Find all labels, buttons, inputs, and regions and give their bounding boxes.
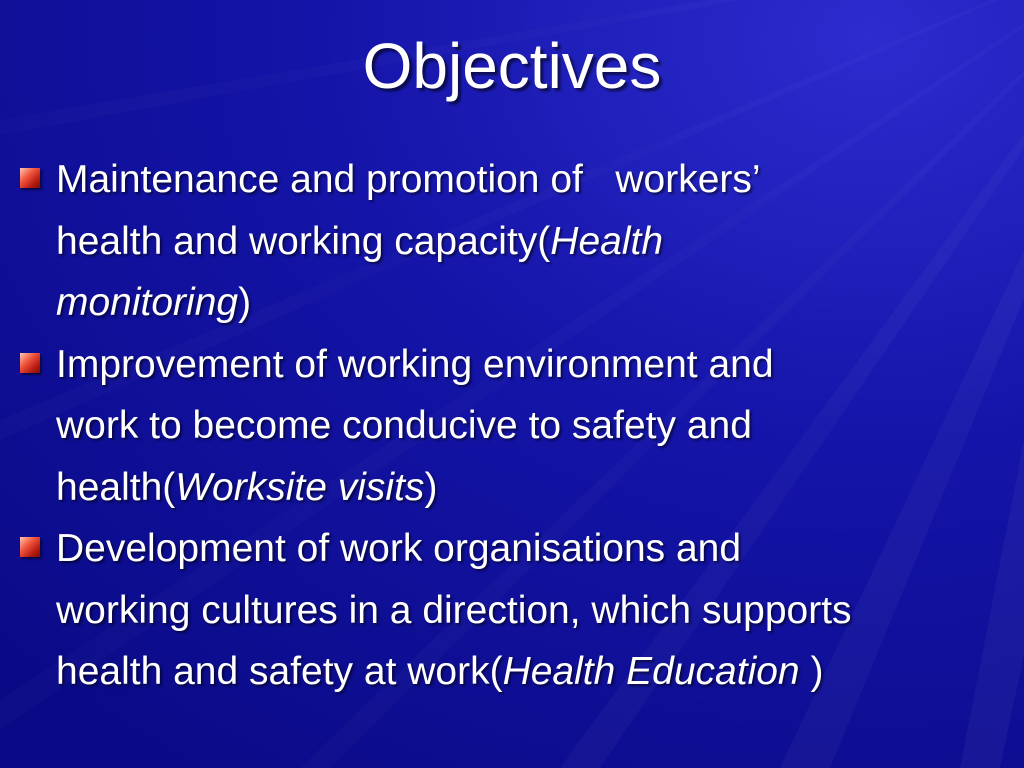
bullet-italic-text: Health [550,219,664,263]
bullet-text: Development of work organisations and [56,527,742,570]
bullet-item-health-education [0,518,956,703]
bullet-line [56,211,956,273]
bullet-line [56,641,956,703]
bullet-line [56,334,956,396]
bullet-text: health( [56,465,176,509]
bullet-text: work to become conducive to safety and [56,404,752,447]
bullet-item-health-monitoring [0,149,956,334]
bullet-line [56,272,956,334]
bullet-text: Maintenance and promotion of workers’ [56,158,761,201]
bullet-line [56,580,956,642]
bullet-line [56,149,956,211]
bullet-italic-text: Worksite visits [175,465,425,509]
objectives-list [0,149,1024,703]
bullet-text: Improvement of working environment and [56,342,774,386]
bullet-text: ) [238,281,252,324]
bullet-text: health and safety at work( [56,650,503,693]
bullet-text: ) [424,465,438,509]
bullet-italic-text: Health Education [502,650,811,693]
square-bullet-icon [20,353,40,373]
slide-title: Objectives [362,30,662,102]
bullet-item-worksite-visits [0,334,956,519]
bullet-line [56,457,956,519]
square-bullet-icon [20,537,40,557]
bullet-line [56,518,956,580]
bullet-line [56,395,956,457]
square-bullet-icon [20,168,40,188]
bullet-text: health and working capacity( [56,219,551,263]
bullet-italic-text: monitoring [56,281,239,324]
bullet-text: working cultures in a direction, which supports [56,588,852,632]
bullet-text: ) [810,650,824,693]
